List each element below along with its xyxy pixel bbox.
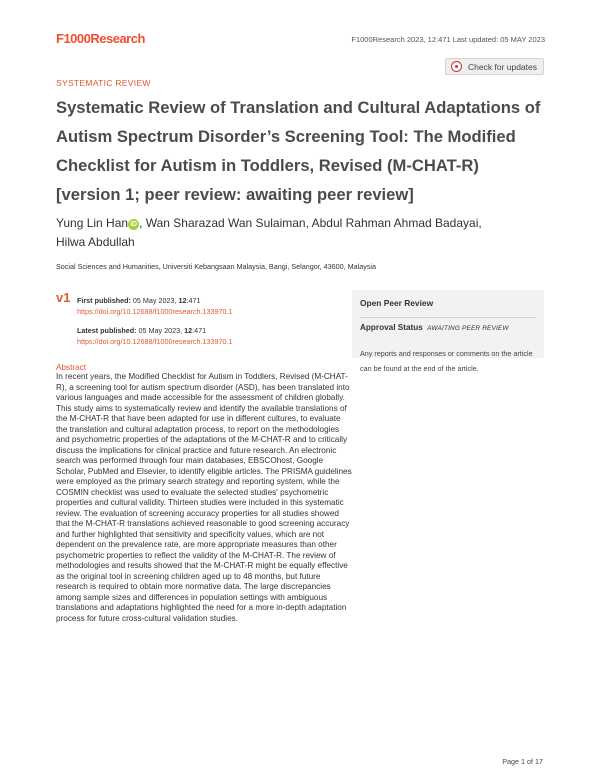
citation-line: F1000Research 2023, 12:471 Last updated: 05 MAY 2023: [351, 35, 545, 44]
panel-divider: [360, 317, 536, 318]
crossmark-icon: [451, 61, 462, 72]
authors-line2: Hilwa Abdullah: [56, 235, 135, 249]
abstract-text: In recent years, the Modified Checklist for Autism in Toddlers, Revised (M-CHAT-R), a screening tool for autism spectrum disorder (ASD), has been translated into various languages and made accessible for the assessment of children globally. This study aims to systematically review and identify the available translations of the M-CHAT-R that have been adapted for use in different cultures, to evaluate the translation and cultural adaptation process, to report on the methodologies and psychometric properties of the adaptations of the M-CHAT-R and to critically discuss the implications for clinical practice and future research. An electronic search was performed through four main databases, EBSCOhost, Google Scholar, PubMed and Elsevier, to identify eligible articles. The PRISMA guidelines were employed as the primary search strategy and reporting system, while the COSMIN checklist was used to evaluate the selected studies' psychometric properties and cultural validity. Thirteen studies were included in this systematic review. The evaluation of screening accuracy properties for all studies showed that the M-CHAT-R translations achieved reasonable to good screening accuracy and further highlighted that sensitivity and specificity values, which are not dependent on the prevalence rate, are more appropriate measures than other psychometric properties to reflect the validity of the M-CHAT-R. The review of methodologies and results showed that the M-CHAT-R might be equally effective as the original tool in screening children aged up to 48 months, but future research is required to obtain more normative data. The large discrepancies among sample sizes and differences in population settings with ambiguous translations and adaptations highlighted the need for a more in-depth adaptation process for future cross-cultural validation studies.: [56, 372, 352, 623]
author-first[interactable]: Yung Lin Han: [56, 216, 129, 230]
author-list: [56, 214, 556, 252]
f1000research-logo[interactable]: [56, 31, 145, 46]
abstract-heading: Abstract: [56, 363, 87, 372]
article-title: Systematic Review of Translation and Cultural Adaptations of Autism Spectrum Disorder’s Screening Tool: The Modified Checklist for Autism in Toddlers, Revised (M-CHAT-R) [version 1; peer review: awaiting peer review]: [56, 98, 541, 204]
latest-published-doi-link[interactable]: https://doi.org/10.12688/f1000research.133970.1: [77, 337, 233, 346]
first-published-doi-link[interactable]: https://doi.org/10.12688/f1000research.133970.1: [77, 307, 233, 316]
check-for-updates-button[interactable]: [445, 58, 544, 75]
version-badge: v1: [56, 290, 71, 305]
latest-published-line: Latest published: 05 May 2023, 12:471: [77, 326, 207, 335]
publication-info: [77, 295, 232, 347]
logo-brand-text: F1000: [56, 31, 91, 46]
first-published-line: First published: 05 May 2023, 12:471: [77, 296, 201, 305]
authors-rest: , Wan Sharazad Wan Sulaiman, Abdul Rahman Ahmad Badayai,: [139, 216, 482, 230]
peer-review-heading: Open Peer Review: [360, 298, 434, 308]
author-affiliation: Social Sciences and Humanities, Universiti Kebangsaan Malaysia, Bangi, Selangor, 43600, Malaysia: [56, 262, 377, 271]
logo-rest-text: Research: [90, 31, 145, 46]
orcid-icon[interactable]: iD: [130, 221, 138, 228]
peer-review-note: Any reports and responses or comments on the article can be found at the end of the article.: [360, 349, 533, 373]
page-number: Page 1 of 17: [502, 757, 543, 766]
approval-status-value: AWAITING PEER REVIEW: [427, 325, 509, 332]
article-type-label: SYSTEMATIC REVIEW: [56, 78, 151, 88]
approval-status: Approval Status AWAITING PEER REVIEW: [360, 323, 509, 332]
check-for-updates-label: Check for updates: [468, 61, 537, 72]
